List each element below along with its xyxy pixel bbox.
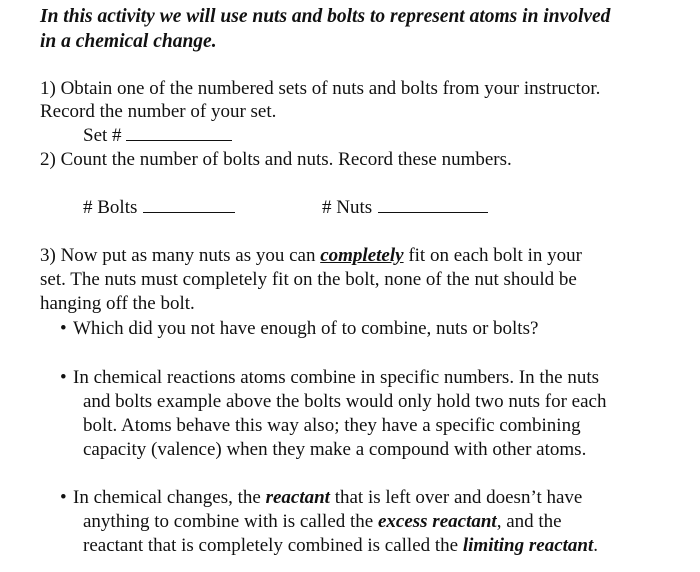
bullet-glyph-1: • [60, 318, 67, 339]
bullet-glyph-3: • [60, 487, 67, 508]
reactant-term: reactant [265, 487, 330, 508]
bullet-2-line-1: In chemical reactions atoms combine in specific numbers. In the nuts [73, 367, 600, 388]
bullet-2-line-3: bolt. Atoms behave this way also; they have a specific combining [83, 415, 581, 436]
bullet-3-line-1 [73, 486, 582, 509]
bolts-blank[interactable] [143, 196, 235, 213]
excess-reactant-term: excess reactant [377, 511, 497, 532]
set-number-row [83, 124, 232, 147]
completely-emphasis: completely [320, 245, 404, 266]
bullet-3-line-3-c: . [593, 535, 598, 556]
step3-line-1-start: 3) Now put as many nuts as you can [40, 245, 321, 266]
bullet-glyph-2: • [60, 367, 67, 388]
nuts-blank[interactable] [378, 196, 488, 213]
intro-line-2: in a chemical change. [40, 31, 217, 52]
step2-line-1: 2) Count the number of bolts and nuts. Record these numbers. [40, 149, 512, 170]
bolts-label: # Bolts [83, 197, 138, 218]
bolts-row [83, 196, 235, 219]
bullet-3-line-2-c: , and the [496, 511, 562, 532]
bullet-3-line-2-a: anything to combine with is called the [83, 511, 378, 532]
bullet-3-line-3-a: reactant that is completely combined is called the [83, 535, 463, 556]
step1-line-1: 1) Obtain one of the numbered sets of nuts and bolts from your instructor. [40, 78, 601, 99]
nuts-label: # Nuts [322, 197, 373, 218]
bullet-2-line-4: capacity (valence) when they make a compound with other atoms. [83, 439, 587, 460]
set-number-blank[interactable] [126, 124, 232, 141]
step3-line-1-end: fit on each bolt in your [403, 245, 582, 266]
bullet-3-line-3 [83, 534, 598, 557]
bullet-3-line-1-c: that is left over and doesn’t have [329, 487, 583, 508]
step3-line-1 [40, 244, 582, 267]
step3-line-3: hanging off the bolt. [40, 293, 195, 314]
step3-line-2: set. The nuts must completely fit on the bolt, none of the nut should be [40, 269, 577, 290]
bullet-3-line-2 [83, 510, 562, 533]
bullet-2-line-2: and bolts example above the bolts would only hold two nuts for each [83, 391, 607, 412]
nuts-row [322, 196, 488, 219]
intro-line-1: In this activity we will use nuts and bolts to represent atoms in involved [40, 6, 611, 27]
bullet-3-line-1-a: In chemical changes, the [73, 487, 266, 508]
limiting-reactant-term: limiting reactant [462, 535, 594, 556]
set-number-label: Set # [83, 125, 122, 146]
step1-line-2: Record the number of your set. [40, 101, 277, 122]
bullet-1-text: Which did you not have enough of to combine, nuts or bolts? [73, 318, 539, 339]
